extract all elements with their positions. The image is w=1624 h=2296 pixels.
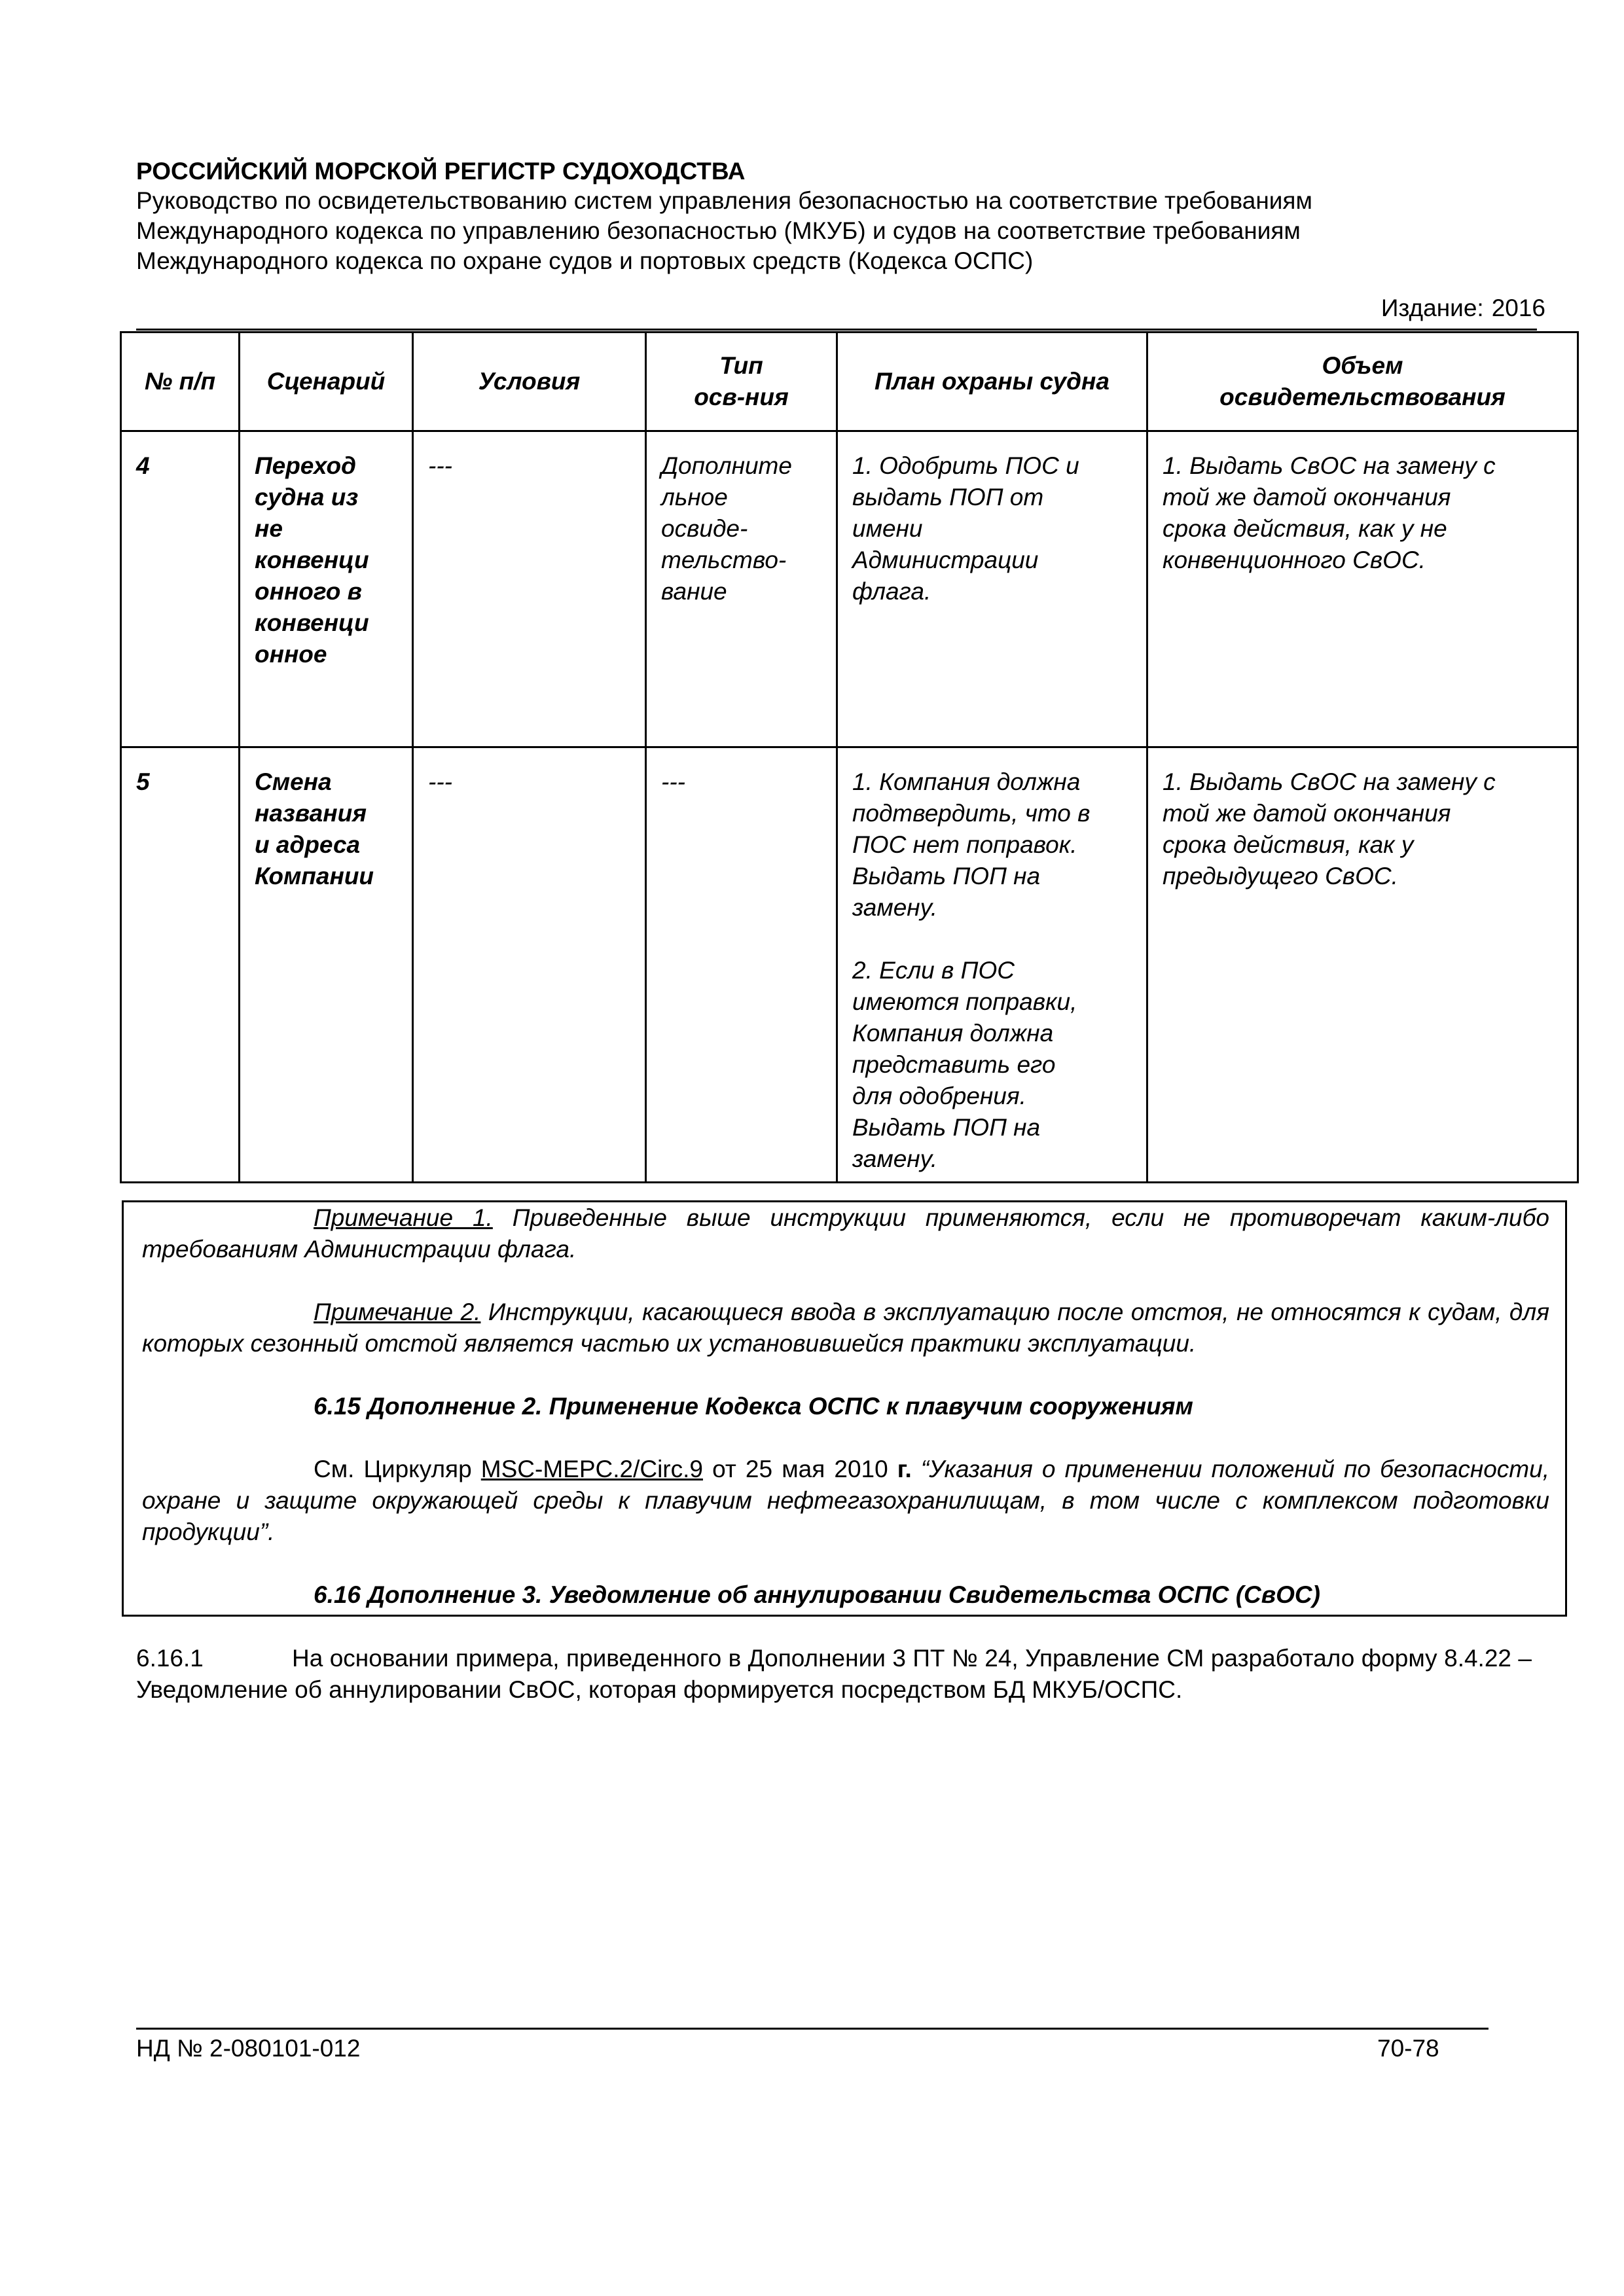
- column-header-type: Тип осв-ния: [646, 332, 837, 431]
- column-header-plan: План охраны судна: [837, 332, 1147, 431]
- edition: [1381, 293, 1545, 323]
- edition-label: Издание:: [1380, 295, 1484, 321]
- header-divider: [136, 329, 1537, 331]
- notes-box: [122, 1200, 1567, 1617]
- plan-cell: 1. Компания должна подтвердить, что в ПОС нет поправок. Выдать ПОП на замену. 2. Если в ПОС имеются поправки, Компания должна представить его для одобрения. Выдать ПОП на замену.: [837, 747, 1147, 1183]
- table-row: [121, 747, 1578, 1183]
- plan-cell: 1. Одобрить ПОС и выдать ПОП от имени Администрации флага.: [837, 431, 1147, 747]
- row-number: 5: [121, 747, 240, 1183]
- note-2-text: Инструкции, касающиеся ввода в эксплуатацию после отстоя, не относятся к судам, для которых сезонный отстой является частью их установившейся практики эксплуатации.: [142, 1299, 1549, 1357]
- paragraph-text: На основании примера, приведенного в Дополнении 3 ПТ № 24, Управление СМ разработало форму 8.4.22 – Уведомление об аннулировании СвОС, которая формируется посредством БД МКУБ/ОСПС.: [136, 1645, 1532, 1703]
- scope-cell: 1. Выдать СвОС на замену с той же датой окончания срока действия, как у не конвенционного СвОС.: [1147, 431, 1578, 747]
- footer-doc-number: НД № 2-080101-012: [136, 2035, 361, 2062]
- circular-reference: См. Циркуляр MSC-MEPC.2/Circ.9 от 25 мая 2010 г. “Указания о применении положений по безопасности, охране и защите окружающей среды к плавучим нефтегазохранилищам, в том числе с комплексом подготовки продукции”.: [142, 1456, 1549, 1545]
- conditions-cell: ---: [413, 431, 646, 747]
- table-header-row: [121, 332, 1578, 431]
- column-header-scope: Объем освидетельствования: [1147, 332, 1578, 431]
- document-header: [136, 157, 1550, 276]
- row-number: 4: [121, 431, 240, 747]
- column-header-num: № п/п: [121, 332, 240, 431]
- scope-cell: 1. Выдать СвОС на замену с той же датой окончания срока действия, как у предыдущего СвОС.: [1147, 747, 1578, 1183]
- circular-link[interactable]: MSC-MEPC.2/Circ.9: [480, 1456, 703, 1482]
- note-1-label: Примечание 1.: [314, 1204, 493, 1231]
- note-2-label: Примечание 2.: [314, 1299, 481, 1325]
- conditions-cell: ---: [413, 747, 646, 1183]
- edition-year: 2016: [1491, 295, 1545, 321]
- table-row: [121, 431, 1578, 747]
- document-title-line-3: Международного кодекса по охране судов и портовых средств (Кодекса ОСПС): [136, 247, 1034, 274]
- scenario-cell: Смена названия и адреса Компании: [240, 747, 413, 1183]
- type-cell: Дополните льное освиде- тельство- вание: [646, 431, 837, 747]
- footer-divider: [136, 2028, 1489, 2030]
- paragraph-number: 6.16.1: [136, 1645, 204, 1672]
- scenario-table: [120, 331, 1579, 1183]
- section-6-16-heading: 6.16 Дополнение 3. Уведомление об аннулировании Свидетельства ОСПС (СвОС): [314, 1581, 1320, 1608]
- column-header-conditions: Условия: [413, 332, 646, 431]
- paragraph-6-16-1: [136, 1643, 1532, 1706]
- column-header-scenario: Сценарий: [240, 332, 413, 431]
- document-title-line-1: Руководство по освидетельствованию систем управления безопасностью на соответствие требованиям: [136, 187, 1312, 214]
- type-cell: ---: [646, 747, 837, 1183]
- scenario-cell: Переход судна из не конвенци онного в конвенци онное: [240, 431, 413, 747]
- note-1-text: Приведенные выше инструкции применяются, если не противоречат каким-либо требованиям Администрации флага.: [142, 1204, 1549, 1263]
- section-6-15-heading: 6.15 Дополнение 2. Применение Кодекса ОСПС к плавучим сооружениям: [314, 1393, 1193, 1420]
- note-1: [142, 1202, 1549, 1265]
- organization-title: РОССИЙСКИЙ МОРСКОЙ РЕГИСТР СУДОХОДСТВА: [136, 158, 746, 185]
- note-2: [142, 1297, 1549, 1359]
- footer-page-number: 70-78: [1377, 2035, 1439, 2062]
- document-title-line-2: Международного кодекса по управлению безопасностью (МКУБ) и судов на соответствие требованиям: [136, 217, 1301, 244]
